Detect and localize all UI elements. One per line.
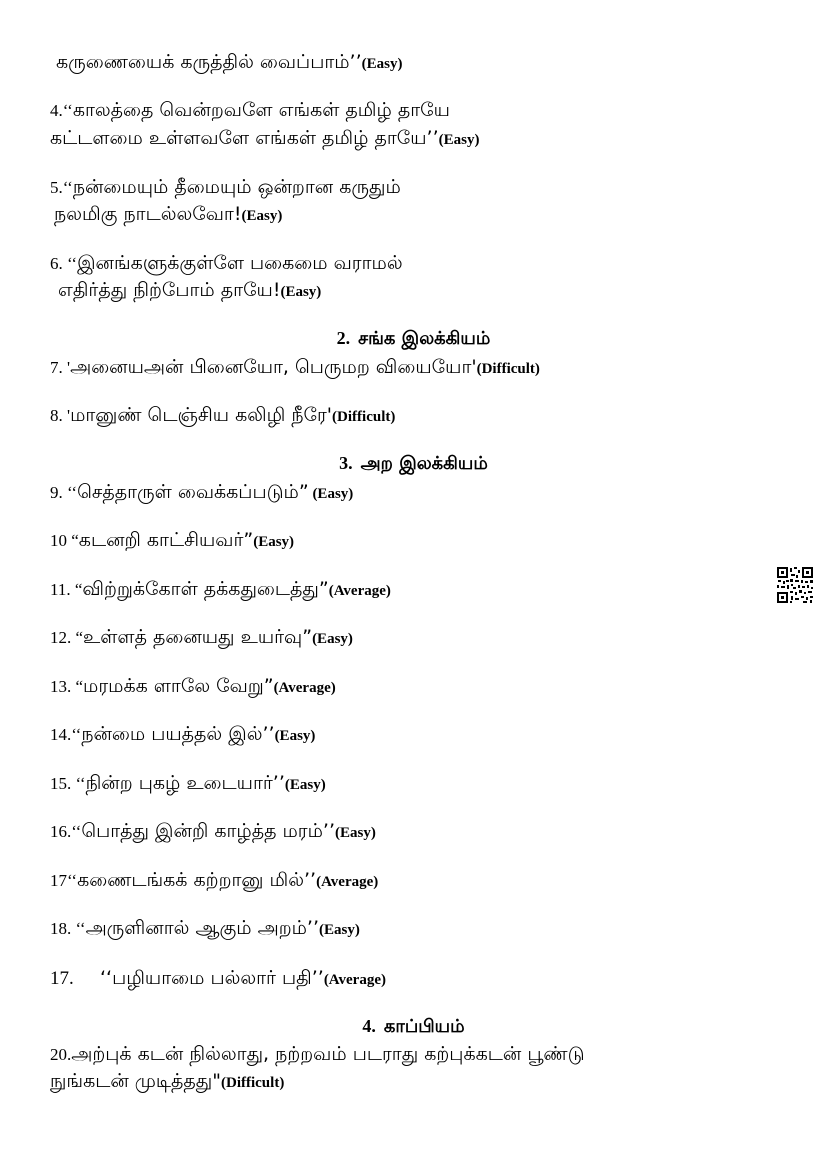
question-number: 8. ' — [50, 406, 71, 425]
section-title: அற இலக்கியம் — [360, 453, 488, 474]
question-number: 11. “ — [50, 580, 83, 599]
difficulty-tag: (Easy) — [253, 534, 295, 550]
question-11 — [50, 577, 391, 603]
difficulty-tag: (Easy) — [438, 132, 480, 148]
difficulty-tag: (Difficult) — [221, 1075, 285, 1091]
question-4-line-2 — [50, 126, 479, 152]
line-text: நன்மையும் தீமையும் ஒன்றான கருதும் — [72, 176, 401, 198]
question-9 — [50, 480, 353, 506]
line-text: அற்புக் கடன் நில்லாது, நற்றவம் படராது கற்புக்கடன் பூண்டு — [71, 1043, 585, 1065]
question-number: 20. — [50, 1045, 72, 1064]
line-text: பொத்து இன்றி காழ்த்த மரம்’’ — [81, 820, 335, 842]
difficulty-tag: (Easy) — [308, 486, 354, 502]
question-8 — [50, 403, 395, 429]
difficulty-tag: (Easy) — [334, 825, 376, 841]
line-text: அருளினால் ஆகும் அறம்’’ — [85, 917, 319, 939]
difficulty-tag: (Average) — [328, 583, 391, 599]
difficulty-tag: (Easy) — [312, 631, 353, 647]
difficulty-tag: (Easy) — [280, 284, 322, 300]
line-text: உள்ளத் தனையது உயர்வு” — [83, 626, 313, 648]
question-number: 17. — [50, 968, 74, 989]
question-16 — [50, 819, 376, 845]
question-15 — [50, 771, 326, 797]
section-number: 2. — [336, 328, 351, 348]
line-text: கட்டளமை உள்ளவளே எங்கள் தமிழ் தாயே’’ — [50, 127, 439, 149]
question-20-line-1 — [50, 1042, 585, 1067]
question-18 — [50, 916, 360, 942]
question-17-second — [50, 966, 386, 992]
line-text: நின்ற புகழ் உடையார்’’ — [85, 772, 285, 794]
section-title: காப்பியம் — [383, 1016, 465, 1037]
difficulty-tag: (Easy) — [319, 922, 360, 938]
line-text: விற்றுக்கோள் தக்கதுடைத்து” — [82, 578, 329, 600]
line-text: கடனறி காட்சியவர்” — [78, 529, 254, 551]
question-6-line-1 — [50, 251, 403, 276]
question-6-line-2 — [58, 278, 321, 304]
line-text: மானுண் டெஞ்சிய கலிழி நீரே' — [70, 404, 333, 426]
question-12 — [50, 625, 353, 651]
difficulty-tag: (Easy) — [274, 728, 316, 744]
line-1 — [56, 50, 402, 76]
line-text: கணைடங்கக் கற்றானு மில்’’ — [77, 869, 317, 891]
question-number: 13. “ — [50, 677, 84, 696]
line-text: நன்மை பயத்தல் இல்’’ — [81, 723, 275, 745]
section-heading-2 — [0, 326, 827, 351]
question-number: 10 “ — [50, 531, 79, 550]
question-number: 4.‘‘ — [50, 101, 73, 120]
question-5-line-1 — [50, 175, 401, 200]
difficulty-tag: (Easy) — [241, 208, 283, 224]
question-5-line-2 — [54, 202, 282, 228]
difficulty-tag: (Difficult) — [332, 409, 396, 425]
line-text: நலமிகு நாடல்லவோ! — [54, 203, 242, 225]
question-number: 9. ‘‘ — [50, 483, 78, 502]
qr-code-icon — [776, 566, 814, 604]
question-number: 17‘‘ — [50, 871, 78, 890]
difficulty-tag: (Average) — [316, 874, 379, 890]
line-text: நுங்கடன் முடித்தது" — [50, 1070, 221, 1092]
question-number: 15. ‘‘ — [50, 774, 86, 793]
question-4-line-1 — [50, 98, 450, 123]
question-number: 6. ‘‘ — [50, 254, 78, 273]
question-number: 12. “ — [50, 628, 84, 647]
question-20-line-2 — [50, 1069, 284, 1095]
difficulty-tag: (Average) — [273, 680, 336, 696]
question-10 — [50, 528, 294, 554]
line-text: அனையஅன் பினையோ, பெருமற வியையோ' — [70, 356, 477, 378]
section-title: சங்க இலக்கியம் — [358, 328, 491, 349]
line-text: எதிர்த்து நிற்போம் தாயே! — [58, 279, 281, 301]
line-text: காலத்தை வென்றவளே எங்கள் தமிழ் தாயே — [72, 99, 450, 121]
difficulty-tag: (Easy) — [284, 777, 326, 793]
section-number: 4. — [362, 1016, 376, 1036]
question-17-first — [50, 868, 378, 894]
question-7 — [50, 355, 540, 381]
difficulty-tag: (Average) — [323, 972, 386, 988]
difficulty-tag: (Difficult) — [476, 361, 540, 377]
difficulty-tag: (Easy) — [361, 56, 403, 72]
line-text: இனங்களுக்குள்ளே பகைமை வராமல் — [77, 252, 403, 274]
question-number: 18. ‘‘ — [50, 919, 86, 938]
section-heading-4 — [0, 1014, 827, 1039]
question-number: 14.‘‘ — [50, 725, 82, 744]
question-14 — [50, 722, 315, 748]
question-number: 7. ' — [50, 358, 71, 377]
question-13 — [50, 674, 336, 700]
line-text: செத்தாருள் வைக்கப்படும்” — [77, 481, 309, 503]
section-number: 3. — [339, 453, 353, 473]
line-text: கருணையைக் கருத்தில் வைப்பாம்’’ — [56, 51, 362, 73]
question-number: 16.‘‘ — [50, 822, 82, 841]
line-text: ‘‘பழியாமை பல்லார் பதி’’ — [100, 967, 324, 989]
section-heading-3 — [0, 451, 827, 476]
line-text: மரமக்க ளாலே வேறு” — [83, 675, 274, 697]
question-number: 5.‘‘ — [50, 178, 73, 197]
